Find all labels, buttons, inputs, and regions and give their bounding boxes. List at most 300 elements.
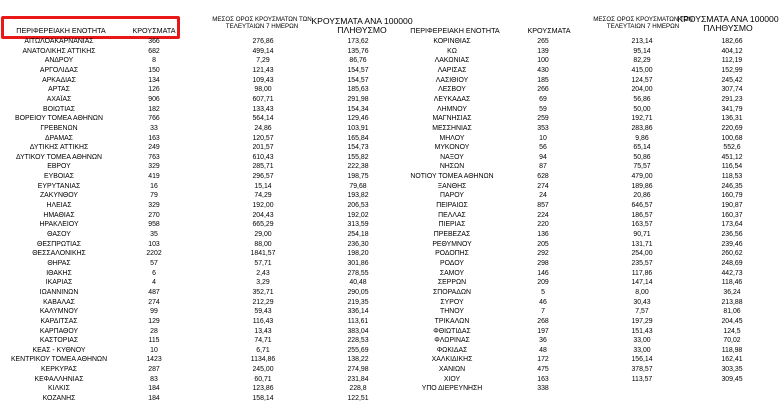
right-cell-cases: 292 [537,250,549,258]
right-cell-region: ΛΗΜΝΟΥ [436,105,468,113]
right-cell-per100k: 245,42 [721,76,743,84]
left-cell-region: ΒΟΡΕΙΟΥ ΤΟΜΕΑ ΑΘΗΝΩΝ [15,115,103,123]
left-cell-per100k: 313,59 [347,221,369,229]
right-cell-region: ΠΕΙΡΑΙΩΣ [436,202,468,210]
right-cell-per100k: 404,12 [721,47,743,55]
right-cell-per100k: 260,62 [721,250,743,258]
left-cell-cases: 129 [148,317,160,325]
right-cell-per100k: 442,73 [721,269,743,277]
left-cell-per100k: 155,82 [347,153,369,161]
left-header-region: ΠΕΡΙΦΕΡΕΙΑΚΗ ΕΝΟΤΗΤΑ [16,26,106,35]
left-cell-cases: 958 [148,221,160,229]
left-cell-cases: 682 [148,47,160,55]
right-header-cases: ΚΡΟΥΣΜΑΤΑ [527,26,571,35]
right-cell-per100k: 204,45 [721,317,743,325]
left-cell-region: ΑΧΑΪΑΣ [46,95,72,103]
right-cell-cases: 36 [539,337,547,345]
left-cell-cases: 329 [148,202,160,210]
left-cell-cases: 28 [150,327,158,335]
right-cell-region: ΧΙΟΥ [443,375,461,383]
right-cell-region: ΠΕΛΛΑΣ [438,211,466,219]
right-cell-cases: 205 [537,240,549,248]
right-cell-avg: 197,29 [631,317,653,325]
left-cell-per100k: 336,14 [347,308,369,316]
left-cell-per100k: 154,34 [347,105,369,113]
right-cell-cases: 56 [539,144,547,152]
left-cell-avg: 59,43 [254,308,272,316]
left-cell-region: ΘΑΣΟΥ [47,231,71,238]
right-cell-cases: 5 [541,288,545,296]
left-cell-region: ΓΡΕΒΕΝΩΝ [40,124,78,132]
left-cell-cases: 763 [148,153,160,161]
right-cell-per100k: 341,79 [721,105,743,113]
right-cell-avg: 131,71 [631,240,653,248]
left-cell-per100k: 383,04 [347,327,369,335]
left-cell-cases: 487 [148,288,160,296]
right-cell-cases: 100 [537,57,549,65]
left-cell-cases: 8 [152,57,156,65]
right-cell-region: ΧΑΛΚΙΔΙΚΗΣ [431,356,473,364]
left-cell-region: ΚΕΑΣ - ΚΥΘΝΟΥ [32,346,86,354]
left-cell-avg: 121,43 [252,66,274,74]
left-cell-per100k: 291,98 [347,95,369,103]
right-cell-cases: 59 [539,105,547,113]
right-cell-avg: 82,29 [633,57,651,65]
left-cell-avg: 13,43 [254,327,272,335]
left-cell-per100k: 154,73 [347,144,369,152]
right-cell-region: ΡΟΔΟΠΗΣ [435,250,469,258]
left-cell-per100k: 129,46 [347,115,369,123]
left-cell-cases: 115 [148,337,160,345]
left-cell-per100k: 165,84 [347,134,369,142]
right-cell-per100k: 81,06 [723,308,741,316]
right-cell-region: ΝΟΤΙΟΥ ΤΟΜΕΑ ΑΘΗΝΩΝ [410,173,494,181]
right-cell-avg: 20,86 [633,192,651,200]
left-cell-avg: 607,71 [252,95,274,103]
left-cell-region: ΚΑΣΤΟΡΙΑΣ [39,337,79,345]
left-cell-cases: 329 [148,163,160,171]
left-cell-avg: 1134,86 [250,356,276,364]
right-cell-avg: 235,57 [631,259,653,267]
right-cell-region: ΜΗΛΟΥ [439,134,465,142]
right-cell-avg: 189,86 [631,182,653,190]
left-cell-region: ΗΜΑΘΙΑΣ [43,211,75,219]
left-cell-region: ΘΗΡΑΣ [47,259,71,267]
right-cell-region: ΛΕΥΚΑΔΑΣ [433,95,471,103]
left-cell-per100k: 154,57 [347,76,369,84]
left-cell-region: ΙΩΑΝΝΙΝΩΝ [39,288,79,296]
right-header-region: ΠΕΡΙΦΕΡΕΙΑΚΗ ΕΝΟΤΗΤΑ [410,26,500,35]
right-cell-cases: 266 [537,86,549,94]
left-cell-avg: 88,00 [254,240,272,248]
right-cell-avg: 378,57 [631,366,653,374]
left-cell-cases: 184 [148,395,160,403]
right-cell-avg: 75,57 [633,163,651,171]
left-cell-per100k: 135,76 [347,47,369,55]
left-cell-cases: 150 [148,66,160,74]
left-cell-avg: 276,86 [252,38,274,45]
right-cell-region: ΝΗΣΩΝ [439,163,465,171]
left-cell-per100k: 185,63 [347,86,369,94]
left-cell-region: ΘΕΣΣΑΛΟΝΙΚΗΣ [32,250,86,258]
left-cell-region: ΕΥΡΥΤΑΝΙΑΣ [37,182,81,190]
left-cell-cases: 4 [152,279,156,287]
left-cell-cases: 99 [150,308,158,316]
right-cell-cases: 430 [537,66,549,74]
right-cell-region: ΝΑΞΟΥ [440,153,464,161]
right-cell-region: ΤΡΙΚΑΛΩΝ [434,317,470,325]
left-cell-avg: 57,71 [254,259,272,267]
right-cell-avg: 147,14 [631,279,653,287]
left-cell-region: ΔΡΑΜΑΣ [45,134,73,142]
right-cell-avg: 646,57 [631,202,653,210]
right-cell-per100k: 173,64 [721,221,743,229]
left-cell-avg: 60,71 [254,375,272,383]
right-cell-cases: 7 [541,308,545,316]
right-cell-cases: 475 [537,366,549,374]
left-cell-region: ΚΑΡΔΙΤΣΑΣ [40,317,78,325]
right-cell-avg: 113,57 [631,375,653,383]
left-cell-cases: 35 [150,231,158,238]
right-cell-region: ΜΥΚΟΝΟΥ [434,144,470,152]
left-cell-avg: 158,14 [252,395,274,403]
left-cell-region: ΚΑΛΥΜΝΟΥ [39,308,79,316]
right-cell-cases: 220 [537,221,549,229]
right-cell-per100k: 160,37 [721,211,743,219]
right-cell-cases: 628 [537,173,549,181]
left-cell-avg: 201,57 [252,144,274,152]
left-cell-avg: 564,14 [252,115,274,123]
right-cell-cases: 265 [537,38,549,45]
left-cell-per100k: 154,57 [347,66,369,74]
left-cell-region: ΚΕΦΑΛΛΗΝΙΑΣ [34,375,84,383]
right-cell-per100k: 100,68 [721,134,743,142]
left-cell-avg: 123,86 [252,385,274,393]
left-cell-cases: 287 [148,366,160,374]
right-cell-per100k: 248,69 [721,259,743,267]
right-cell-cases: 139 [537,47,549,55]
right-cell-avg: 213,14 [631,38,653,45]
right-cell-per100k: 152,99 [721,66,743,74]
left-cell-per100k: 290,05 [347,288,369,296]
left-cell-avg: 98,00 [254,86,272,94]
left-cell-avg: 74,29 [254,192,272,200]
right-cell-per100k: 552,6 [723,144,741,152]
right-cell-cases: 172 [537,356,549,364]
right-cell-region: ΜΑΓΝΗΣΙΑΣ [432,115,472,123]
left-cell-region: ΚΙΛΚΙΣ [48,385,70,393]
right-cell-region: ΠΡΕΒΕΖΑΣ [433,231,471,238]
left-cell-per100k: 206,53 [347,202,369,210]
right-cell-avg: 65,14 [633,144,651,152]
left-cell-avg: 610,43 [252,153,274,161]
left-cell-cases: 2202 [146,250,162,258]
left-cell-cases: 103 [148,240,160,248]
right-cell-avg: 254,00 [631,250,653,258]
right-cell-cases: 46 [539,298,547,306]
left-cell-region: ΗΡΑΚΛΕΙΟΥ [39,221,79,229]
left-cell-per100k: 193,82 [347,192,369,200]
right-cell-region: ΣΕΡΡΩΝ [437,279,467,287]
right-cell-avg: 151,43 [631,327,653,335]
right-cell-region: ΚΩ [447,47,457,55]
left-cell-cases: 134 [148,76,160,84]
left-cell-cases: 270 [148,211,160,219]
right-cell-cases: 857 [537,202,549,210]
left-cell-cases: 366 [148,38,160,45]
left-cell-per100k: 222,38 [347,163,369,171]
right-cell-per100k: 136,31 [721,115,743,123]
left-cell-avg: 3,29 [256,279,270,287]
left-cell-per100k: 278,55 [347,269,369,277]
right-cell-cases: 10 [539,134,547,142]
right-cell-region: ΦΛΩΡΙΝΑΣ [434,337,470,345]
highlight-box [1,16,180,39]
right-cell-avg: 156,14 [631,356,653,364]
right-cell-per100k: 303,35 [721,366,743,374]
right-header-avg: ΜΕΣΟΣ ΟΡΟΣ ΚΡΟΥΣΜΑΤΩΝ ΤΩΝ ΤΕΛΕΥΤΑΙΩΝ 7 ΗΜΕΡΩΝ [593,16,693,30]
right-cell-per100k: 124,5 [723,327,741,335]
left-cell-avg: 15,14 [254,182,272,190]
left-cell-avg: 74,71 [254,337,272,345]
left-cell-avg: 245,00 [252,366,274,374]
left-cell-cases: 182 [148,105,160,113]
left-cell-per100k: 192,02 [347,211,369,219]
left-cell-avg: 499,14 [252,47,274,55]
right-cell-cases: 94 [539,153,547,161]
right-cell-avg: 124,57 [631,76,653,84]
left-cell-avg: 352,71 [252,288,274,296]
right-cell-avg: 415,00 [631,66,653,74]
right-cell-region: ΛΑΚΩΝΙΑΣ [434,57,470,65]
left-cell-per100k: 228,53 [347,337,369,345]
right-cell-cases: 163 [537,375,549,383]
left-cell-per100k: 255,69 [347,346,369,354]
right-cell-avg: 33,00 [633,346,651,354]
left-cell-avg: 1841,57 [250,250,276,258]
left-cell-region: ΙΚΑΡΙΑΣ [45,279,73,287]
left-cell-per100k: 173,62 [347,38,369,45]
right-cell-region: ΣΠΟΡΑΔΩΝ [432,288,471,296]
right-cell-avg: 186,57 [631,211,653,219]
right-cell-cases: 268 [537,317,549,325]
right-cell-cases: 197 [537,327,549,335]
left-cell-region: ΚΕΡΚΥΡΑΣ [41,366,77,374]
right-cell-region: ΥΠΟ ΔΙΕΡΕΥΝΗΣΗ [421,385,483,393]
left-cell-per100k: 231,84 [347,375,369,383]
left-cell-region: ΑΝΑΤΟΛΙΚΗΣ ΑΤΤΙΚΗΣ [22,47,96,55]
right-cell-cases: 259 [537,115,549,123]
left-cell-per100k: 40,48 [349,279,367,287]
right-cell-avg: 30,43 [633,298,651,306]
right-cell-avg: 56,86 [633,95,651,103]
right-cell-avg: 163,57 [631,221,653,229]
left-cell-region: ΑΡΓΟΛΙΔΑΣ [39,66,79,74]
right-cell-avg: 117,86 [631,269,653,277]
right-cell-per100k: 309,45 [721,375,743,383]
left-header-avg: ΜΕΣΟΣ ΟΡΟΣ ΚΡΟΥΣΜΑΤΩΝ ΤΩΝ ΤΕΛΕΥΤΑΙΩΝ 7 ΗΜΕΡΩΝ [212,16,312,30]
right-cell-cases: 209 [537,279,549,287]
right-cell-cases: 69 [539,95,547,103]
left-cell-region: ΑΙΤΩΛΟΑΚΑΡΝΑΝΙΑΣ [24,38,94,45]
left-header-per100k: ΚΡΟΥΣΜΑΤΑ ΑΝΑ 100000 ΠΛΗΘΥΣΜΟ [311,16,413,36]
left-cell-per100k: 103,91 [347,124,369,132]
left-cell-avg: 2,43 [256,269,270,277]
right-cell-region: ΜΕΣΣΗΝΙΑΣ [432,124,472,132]
right-cell-per100k: 36,24 [723,288,741,296]
right-cell-per100k: 118,46 [721,279,743,287]
left-cell-per100k: 301,86 [347,259,369,267]
right-cell-per100k: 291,23 [721,95,743,103]
left-cell-per100k: 86,76 [349,57,367,65]
left-cell-cases: 1423 [146,356,162,364]
left-cell-avg: 192,00 [252,202,274,210]
left-cell-cases: 906 [148,95,160,103]
right-header-per100k: ΚΡΟΥΣΜΑΤΑ ΑΝΑ 100000 ΠΛΗΘΥΣΜΟ [677,14,779,34]
left-cell-cases: 766 [148,115,160,123]
left-cell-cases: 6 [152,269,156,277]
left-cell-region: ΘΕΣΠΡΩΤΙΑΣ [37,240,81,248]
left-cell-region: ΑΡΤΑΣ [48,86,70,94]
right-cell-avg: 7,57 [635,308,649,316]
right-cell-cases: 146 [537,269,549,277]
right-cell-region: ΞΑΝΘΗΣ [437,182,467,190]
right-cell-region: ΛΑΣΙΘΙΟΥ [435,76,469,84]
left-cell-per100k: 254,18 [347,231,369,238]
right-cell-per100k: 118,53 [721,173,743,181]
left-cell-avg: 29,00 [254,231,272,238]
right-cell-per100k: 451,12 [721,153,743,161]
right-cell-region: ΣΑΜΟΥ [439,269,465,277]
right-cell-region: ΣΥΡΟΥ [440,298,464,306]
left-cell-per100k: 113,61 [347,317,369,325]
right-cell-per100k: 239,46 [721,240,743,248]
right-cell-region: ΡΟΔΟΥ [439,259,464,267]
left-header-cases: ΚΡΟΥΣΜΑΤΑ [132,26,176,35]
left-cell-avg: 120,57 [252,134,274,142]
left-cell-per100k: 236,30 [347,240,369,248]
right-cell-region: ΠΑΡΟΥ [440,192,464,200]
left-cell-region: ΔΥΤΙΚΗΣ ΑΤΤΙΚΗΣ [29,144,89,152]
right-cell-per100k: 160,79 [721,192,743,200]
right-cell-cases: 136 [537,231,549,238]
right-cell-cases: 48 [539,346,547,354]
left-cell-cases: 184 [148,385,160,393]
right-cell-avg: 95,14 [633,47,651,55]
left-cell-cases: 163 [148,134,160,142]
right-cell-per100k: 112,19 [721,57,743,65]
right-cell-avg: 8,00 [635,288,649,296]
right-cell-cases: 224 [537,211,549,219]
left-cell-per100k: 79,68 [349,182,367,190]
right-cell-per100k: 307,74 [721,86,743,94]
left-cell-per100k: 198,20 [347,250,369,258]
left-cell-avg: 285,71 [252,163,274,171]
right-cell-region: ΛΑΡΙΣΑΣ [437,66,467,74]
left-cell-avg: 6,71 [256,346,270,354]
left-cell-per100k: 198,75 [347,173,369,181]
left-cell-region: ΑΡΚΑΔΙΑΣ [42,76,76,84]
left-cell-region: ΗΛΕΙΑΣ [46,202,72,210]
left-cell-avg: 296,57 [252,173,274,181]
left-cell-avg: 109,43 [252,76,274,84]
left-cell-avg: 204,43 [252,211,274,219]
left-cell-avg: 7,29 [256,57,270,65]
right-cell-cases: 87 [539,163,547,171]
right-cell-avg: 50,86 [633,153,651,161]
left-cell-cases: 249 [148,144,160,152]
right-cell-per100k: 246,35 [721,182,743,190]
left-cell-avg: 212,29 [252,298,274,306]
right-cell-per100k: 236,56 [721,231,743,238]
right-cell-avg: 9,86 [635,134,649,142]
right-cell-region: ΡΕΘΥΜΝΟΥ [432,240,472,248]
left-cell-cases: 57 [150,259,158,267]
right-cell-cases: 185 [537,76,549,84]
left-cell-avg: 116,43 [252,317,274,325]
right-cell-region: ΦΘΙΩΤΙΔΑΣ [433,327,471,335]
left-cell-region: ΔΥΤΙΚΟΥ ΤΟΜΕΑ ΑΘΗΝΩΝ [15,153,102,161]
left-cell-cases: 126 [148,86,160,94]
right-cell-cases: 353 [537,124,549,132]
right-cell-cases: 24 [539,192,547,200]
left-cell-region: ΚΟΖΑΝΗΣ [42,395,76,403]
right-cell-region: ΚΟΡΙΝΘΙΑΣ [433,38,471,45]
right-cell-region: ΠΙΕΡΙΑΣ [438,221,466,229]
right-cell-avg: 204,00 [631,86,653,94]
left-cell-region: ΚΑΡΠΑΘΟΥ [39,327,79,335]
right-cell-cases: 338 [537,385,549,393]
right-cell-per100k: 182,66 [721,38,743,45]
left-cell-avg: 133,43 [252,105,274,113]
right-cell-region: ΤΗΝΟΥ [440,308,464,316]
left-cell-region: ΒΟΙΩΤΙΑΣ [42,105,75,113]
left-cell-region: ΕΒΡΟΥ [47,163,71,171]
left-cell-region: ΕΥΒΟΙΑΣ [44,173,74,181]
right-cell-per100k: 213,88 [721,298,743,306]
left-cell-cases: 79 [150,192,158,200]
left-cell-region: ΖΑΚΥΝΘΟΥ [39,192,79,200]
left-cell-region: ΚΑΒΑΛΑΣ [43,298,75,306]
right-cell-avg: 479,00 [631,173,653,181]
right-cell-per100k: 118,98 [721,346,743,354]
right-cell-avg: 90,71 [633,231,651,238]
right-cell-region: ΦΩΚΙΔΑΣ [436,346,468,354]
left-cell-region: ΙΘΑΚΗΣ [46,269,72,277]
right-cell-avg: 283,86 [631,124,653,132]
left-cell-per100k: 219,35 [347,298,369,306]
left-cell-per100k: 122,51 [347,395,369,403]
right-cell-region: ΛΕΣΒΟΥ [438,86,466,94]
left-cell-avg: 24,86 [254,124,272,132]
left-cell-per100k: 274,98 [347,366,369,374]
right-cell-per100k: 220,69 [721,124,743,132]
left-cell-cases: 274 [148,298,160,306]
left-cell-avg: 665,29 [252,221,274,229]
right-cell-cases: 298 [537,259,549,267]
left-cell-cases: 33 [150,124,158,132]
left-cell-region: ΚΕΝΤΡΙΚΟΥ ΤΟΜΕΑ ΑΘΗΝΩΝ [10,356,108,364]
left-cell-cases: 83 [150,375,158,383]
right-cell-region: ΧΑΝΙΩΝ [438,366,466,374]
left-cell-region: ΑΝΔΡΟΥ [44,57,74,65]
right-cell-avg: 33,00 [633,337,651,345]
left-cell-cases: 10 [150,346,158,354]
right-cell-per100k: 70,02 [723,337,741,345]
right-cell-avg: 192,71 [631,115,653,123]
left-cell-per100k: 228,8 [349,385,367,393]
left-cell-per100k: 138,22 [347,356,369,364]
